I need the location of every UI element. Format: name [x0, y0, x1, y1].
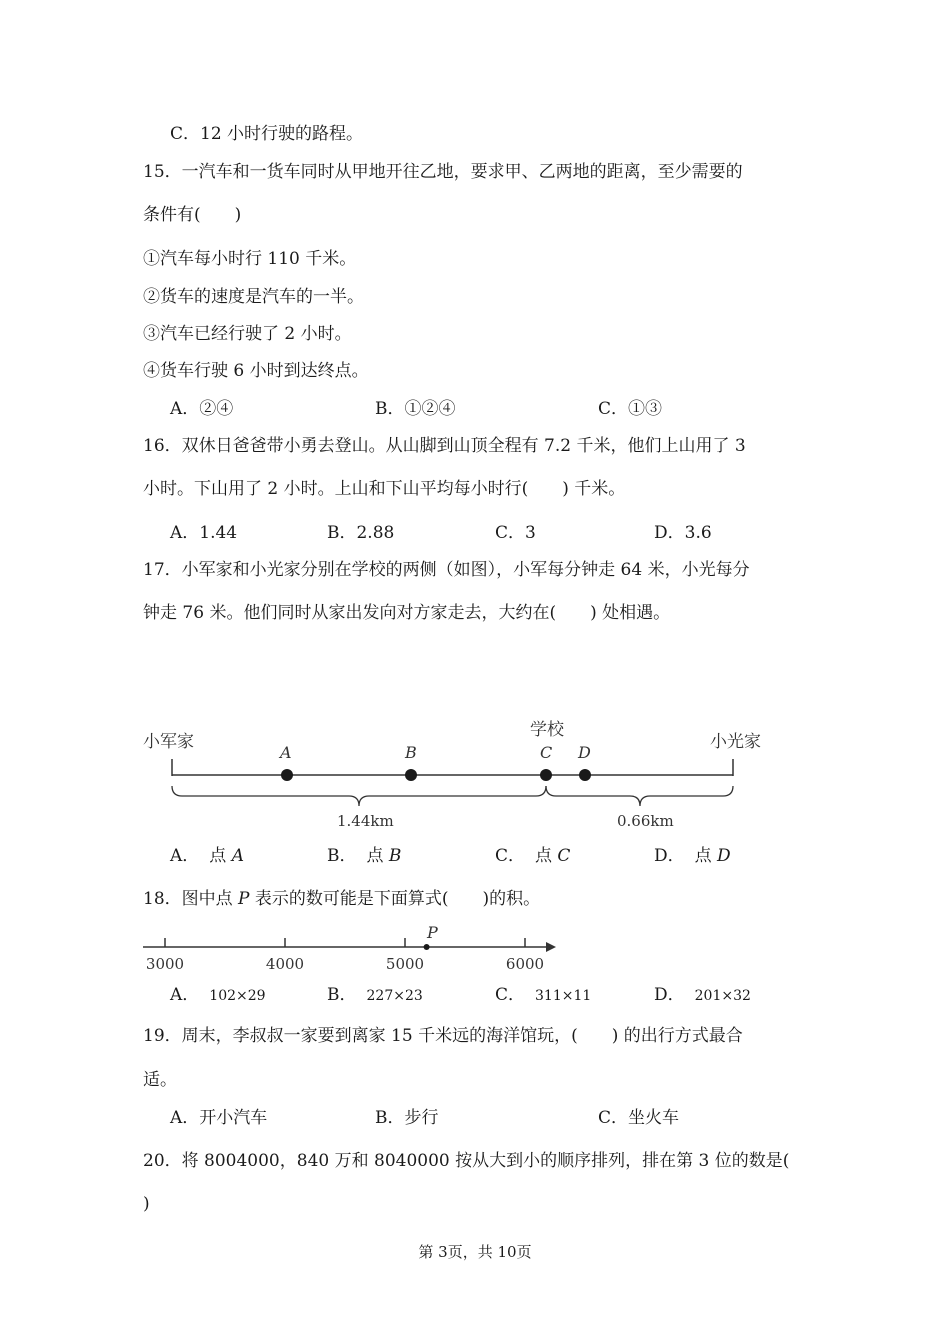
- q17-point-c-label: C: [540, 743, 553, 762]
- q18-option-d-expr: 201×32: [694, 988, 751, 1004]
- q17-option-a-text: 点: [209, 846, 232, 866]
- q17-option-a-key: A．: [170, 846, 200, 866]
- q17-right-brace: [546, 786, 733, 806]
- q17-option-a-var: A: [231, 846, 244, 866]
- q17-option-b: [327, 844, 401, 868]
- q19-stem-line1: 19．周末，李叔叔一家要到离家 15 千米远的海洋馆玩，( ) 的出行方式最合: [143, 1026, 743, 1046]
- q16-option-a: A．1.44: [170, 523, 238, 543]
- q17-left-distance: 1.44km: [337, 812, 394, 830]
- q18-option-d: [654, 983, 751, 1008]
- q17-school-label: 学校: [530, 720, 564, 740]
- q18-tick-label-5000: 5000: [385, 955, 425, 973]
- q18-tick-label-4000: 4000: [265, 955, 305, 973]
- q17-option-c: [495, 844, 570, 868]
- q15-option-a: A．②④: [170, 399, 234, 419]
- q14-option-c: C．12 小时行驶的路程。: [170, 124, 364, 144]
- q16-stem-line1: 16．双休日爸爸带小勇去登山。从山脚到山顶全程有 7.2 千米，他们上山用了 3: [143, 436, 746, 456]
- q19-option-b: B．步行: [375, 1108, 439, 1128]
- q17-option-c-var: C: [557, 846, 571, 866]
- q18-option-d-key: D．: [654, 985, 685, 1005]
- q18-option-c-key: C．: [495, 985, 526, 1005]
- q18-option-a-key: A．: [170, 985, 200, 1005]
- q18-option-a: [170, 983, 266, 1008]
- q17-point-d: [579, 769, 591, 781]
- q17-option-d-key: D．: [654, 846, 685, 866]
- q16-option-d: D．3.6: [654, 523, 712, 543]
- q15-option-b: B．①②④: [375, 399, 456, 419]
- q17-option-a: [170, 844, 244, 868]
- q17-right-home-label: 小光家: [710, 732, 761, 752]
- q17-option-b-text: 点: [366, 846, 389, 866]
- q20-stem-line2: ): [143, 1194, 150, 1214]
- q15-stem-line2: 条件有( ): [143, 205, 242, 225]
- q16-option-b: B．2.88: [327, 523, 395, 543]
- q20-stem-line1: 20．将 8004000，840 万和 8040000 按从大到小的顺序排列，排在第 3 位的数是(: [143, 1151, 790, 1171]
- q17-option-d-var: D: [717, 846, 731, 866]
- q18-tick-label-6000: 6000: [505, 955, 545, 973]
- q17-point-a-label: A: [280, 743, 292, 762]
- q17-option-b-var: B: [388, 846, 402, 866]
- q18-stem-post: 表示的数可能是下面算式( )的积。: [249, 889, 541, 909]
- q17-option-d: [654, 844, 731, 868]
- q17-point-a: [281, 769, 293, 781]
- q18-option-b: [327, 983, 423, 1008]
- q17-option-c-key: C．: [495, 846, 526, 866]
- page-footer: 第 3页，共 10页: [418, 1243, 532, 1261]
- q17-point-d-label: D: [578, 743, 591, 762]
- q15-condition-4: ④货车行驶 6 小时到达终点。: [143, 361, 369, 381]
- q18-option-c: [495, 983, 591, 1008]
- q18-option-b-expr: 227×23: [366, 988, 423, 1004]
- q17-option-d-text: 点: [694, 846, 718, 866]
- q15-condition-1: ①汽车每小时行 110 千米。: [143, 249, 357, 269]
- q17-stem-line1: 17．小军家和小光家分别在学校的两侧（如图），小军每分钟走 64 米，小光每分: [143, 560, 750, 580]
- q17-point-b-label: B: [405, 743, 417, 762]
- q16-option-c: C．3: [495, 523, 536, 543]
- q15-condition-3: ③汽车已经行驶了 2 小时。: [143, 324, 352, 344]
- q17-point-b: [405, 769, 417, 781]
- q18-stem: [143, 887, 540, 911]
- q17-stem-line2: 钟走 76 米。他们同时从家出发向对方家走去，大约在( ) 处相遇。: [143, 603, 671, 623]
- q18-point-p-label: P: [427, 923, 438, 942]
- q18-point-p: [424, 944, 430, 950]
- q18-number-line: [143, 923, 556, 973]
- q18-tick-label-3000: 3000: [145, 955, 185, 973]
- q18-option-a-expr: 102×29: [209, 988, 266, 1004]
- q17-option-c-text: 点: [535, 846, 558, 866]
- q18-stem-pre: 18．图中点: [143, 889, 239, 909]
- q19-stem-line2: 适。: [143, 1070, 177, 1090]
- q16-stem-line2: 小时。下山用了 2 小时。上山和下山平均每小时行( ) 千米。: [143, 479, 626, 499]
- q19-option-c: C．坐火车: [598, 1108, 680, 1128]
- q17-option-b-key: B．: [327, 846, 357, 866]
- q18-axis-arrow: [546, 942, 556, 952]
- q18-option-b-key: B．: [327, 985, 357, 1005]
- q15-stem-line1: 15．一汽车和一货车同时从甲地开往乙地，要求甲、乙两地的距离，至少需要的: [143, 162, 743, 182]
- q19-option-a: A．开小汽车: [170, 1108, 268, 1128]
- q17-left-home-label: 小军家: [143, 732, 194, 752]
- q17-point-c: [540, 769, 552, 781]
- q17-right-distance: 0.66km: [617, 812, 674, 830]
- q15-option-c: C．①③: [598, 399, 663, 419]
- q18-option-c-expr: 311×11: [535, 988, 592, 1004]
- q18-stem-var: P: [238, 889, 250, 909]
- q17-left-brace: [172, 786, 546, 806]
- q15-condition-2: ②货车的速度是汽车的一半。: [143, 287, 364, 307]
